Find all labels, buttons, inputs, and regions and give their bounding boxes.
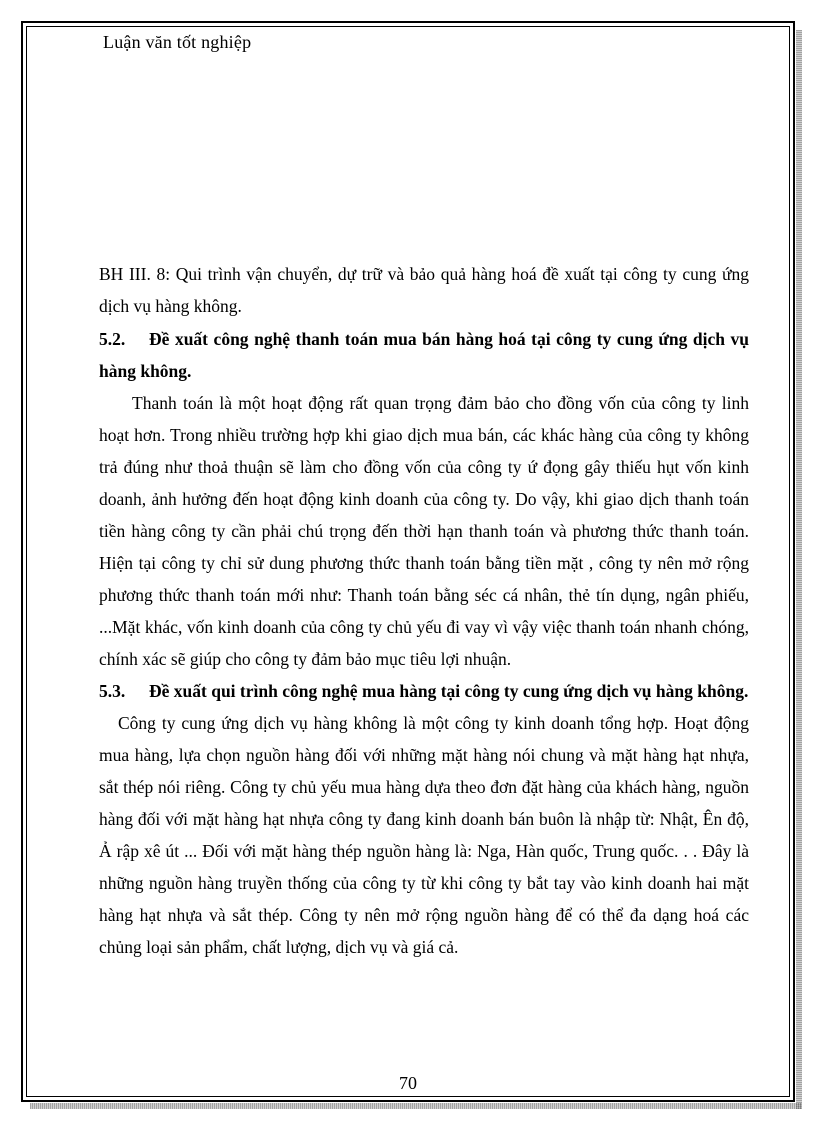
section-title: Đề xuất qui trình công nghệ mua hàng tại công ty cung ứng dịch vụ hàng không. — [149, 681, 749, 701]
section-number: 5.3. — [99, 681, 126, 701]
section-number: 5.2. — [99, 329, 126, 349]
section-heading-5-2 — [99, 323, 749, 387]
document-body — [99, 258, 749, 963]
section-title: Đề xuất công nghệ thanh toán mua bán hàng hoá tại công ty cung ứng dịch vụ hàng không. — [99, 329, 749, 381]
running-header: Luận văn tốt nghiệp — [103, 32, 252, 52]
page-number: 70 — [399, 1073, 417, 1093]
paragraph-payment: Thanh toán là một hoạt động rất quan trọng đảm bảo cho đồng vốn của công ty linh hoạt hơn. Trong nhiều trường hợp khi giao dịch mua bán, các khác hàng của công ty không trả đúng như thoả thuận sẽ làm cho đồng vốn của công ty ứ đọng gây thiếu hụt vốn kinh doanh, ảnh hưởng đến hoạt động kinh doanh của công ty. Do vậy, khi giao dịch thanh toán tiền hàng công ty cần phải chú trọng đến thời hạn thanh toán và phương thức thanh toán. Hiện tại công ty chỉ sử dung phương thức thanh toán bằng tiền mặt , công ty nên mở rộng phương thức thanh toán mới như: Thanh toán bằng séc cá nhân, thẻ tín dụng, ngân phiếu, ...Mặt khác, vốn kinh doanh của công ty chủ yếu đi vay vì vậy việc thanh toán nhanh chóng, chính xác sẽ giúp cho công ty đảm bảo mục tiêu lợi nhuận. — [99, 393, 749, 669]
figure-caption: BH III. 8: Qui trình vận chuyển, dự trữ và bảo quả hàng hoá đề xuất tại công ty cung ứng dịch vụ hàng không. — [99, 264, 749, 316]
page-shadow-right — [796, 30, 802, 1109]
section-heading-5-3 — [99, 675, 749, 707]
paragraph-purchasing: Công ty cung ứng dịch vụ hàng không là một công ty kinh doanh tổng hợp. Hoạt động mua hàng, lựa chọn nguồn hàng đối với những mặt hàng nói chung và mặt hàng hạt nhựa, sắt thép nói riêng. Công ty chủ yếu mua hàng dựa theo đơn đặt hàng của khách hàng, nguồn hàng đối với mặt hàng hạt nhựa công ty đang kinh doanh bán buôn là nhập từ: Nhật, Ên độ, Ả rập xê út ... Đối với mặt hàng thép nguồn hàng là: Nga, Hàn quốc, Trung quốc. . . Đây là những nguồn hàng truyền thống của công ty từ khi công ty bắt tay vào kinh doanh hai mặt hàng hạt nhựa và sắt thép. Công ty nên mở rộng nguồn hàng để có thể đa dạng hoá các chủng loại sản phẩm, chất lượng, dịch vụ và giá cả. — [99, 713, 749, 957]
page-shadow-bottom — [30, 1103, 802, 1109]
